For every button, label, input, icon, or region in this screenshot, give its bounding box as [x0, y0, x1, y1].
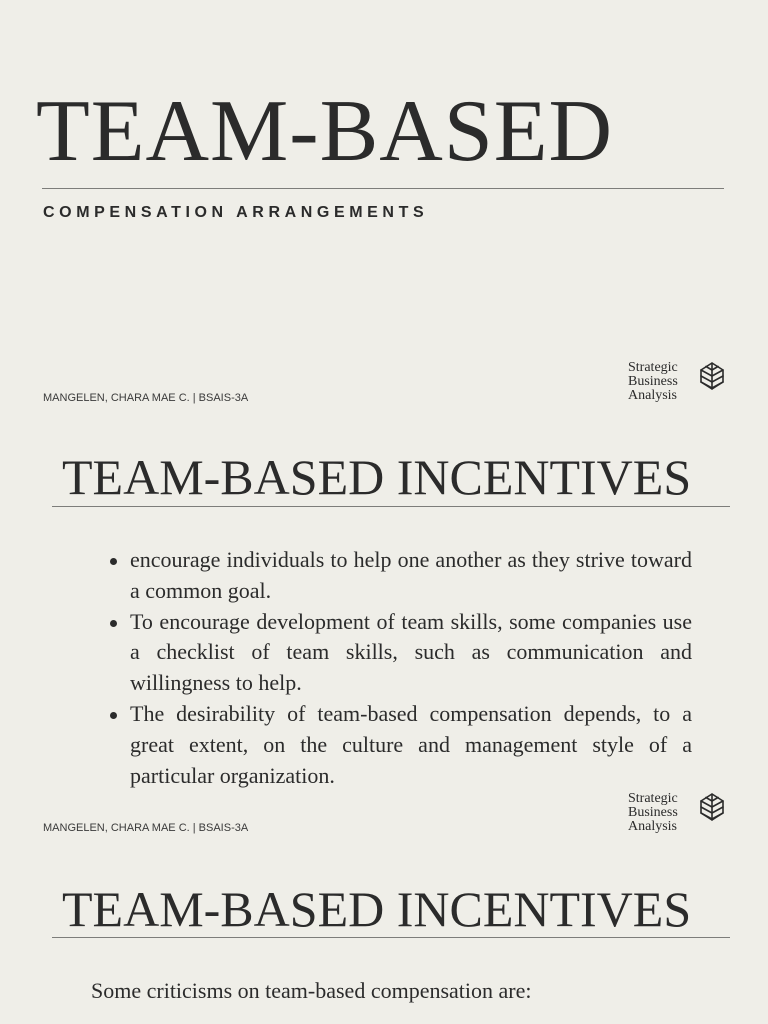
logo-line-1: Strategic: [628, 791, 678, 806]
title-divider: [42, 188, 724, 189]
bullet-icon: [110, 620, 117, 627]
bullet-text: To encourage development of team skills, some companies use a checklist of team skills, such as communication and willingness to help.: [130, 608, 692, 696]
leaf-icon: [698, 792, 726, 822]
bullet-icon: [110, 558, 117, 565]
bullet-list: [108, 545, 692, 791]
main-title: TEAM-BASED: [36, 83, 614, 180]
logo-line-3: Analysis: [628, 388, 677, 403]
list-item: [108, 607, 692, 699]
list-item: [108, 545, 692, 607]
subtitle: COMPENSATION ARRANGEMENTS: [43, 204, 429, 221]
brand-logo: [628, 361, 728, 405]
logo-line-1: Strategic: [628, 360, 678, 375]
logo-line-3: Analysis: [628, 819, 677, 834]
leaf-icon: [698, 361, 726, 391]
criticisms-intro: Some criticisms on team-based compensation are:: [91, 978, 532, 1003]
bullet-text: encourage individuals to help one another as they strive toward a common goal.: [130, 547, 692, 603]
logo-line-2: Business: [628, 374, 678, 389]
logo-line-2: Business: [628, 805, 678, 820]
logo-text: [628, 792, 678, 834]
section-divider: [52, 937, 730, 938]
section-divider: [52, 506, 730, 507]
bullet-icon: [110, 712, 117, 719]
section-title: TEAM-BASED INCENTIVES: [62, 881, 692, 937]
section-title: TEAM-BASED INCENTIVES: [62, 449, 692, 505]
logo-text: [628, 361, 678, 403]
bullet-text: The desirability of team-based compensation depends, to a great extent, on the culture and management style of a particular organization.: [130, 700, 692, 788]
author-credit: MANGELEN, CHARA MAE C. | BSAIS-3A: [43, 392, 249, 404]
brand-logo: [628, 792, 728, 836]
author-credit: MANGELEN, CHARA MAE C. | BSAIS-3A: [43, 822, 249, 834]
list-item: [108, 699, 692, 791]
